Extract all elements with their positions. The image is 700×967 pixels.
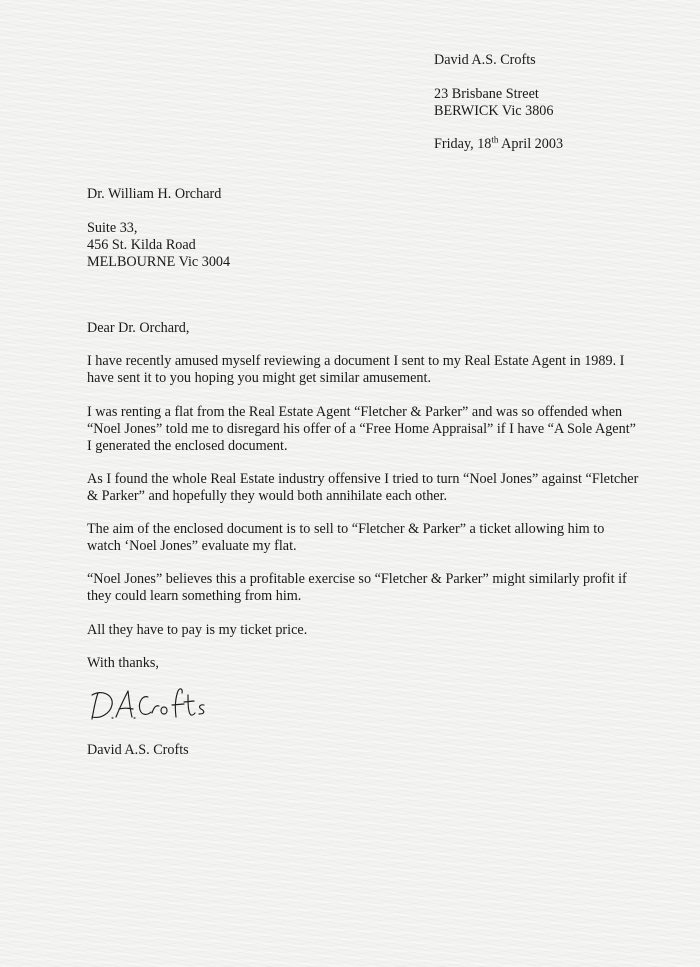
paragraph-5-line-1: “Noel Jones” believes this a profitable exercise so “Fletcher & Parker” might similarly profit if xyxy=(87,571,627,587)
salutation: Dear Dr. Orchard, xyxy=(87,320,190,336)
signoff-name: David A.S. Crofts xyxy=(87,742,189,758)
paragraph-1-line-1: I have recently amused myself reviewing a document I sent to my Real Estate Agent in 1989. I xyxy=(87,353,625,369)
paragraph-4-line-2: watch ‘Noel Jones” evaluate my flat. xyxy=(87,538,297,554)
recipient-city: MELBOURNE Vic 3004 xyxy=(87,254,231,270)
recipient-street: 456 St. Kilda Road xyxy=(87,237,196,253)
closing: With thanks, xyxy=(87,655,159,671)
paragraph-2-line-3: I generated the enclosed document. xyxy=(87,438,288,454)
recipient-name: Dr. William H. Orchard xyxy=(87,186,222,202)
paragraph-1-line-2: have sent it to you hoping you might get similar amusement. xyxy=(87,370,431,386)
paragraph-5-line-2: they could learn something from him. xyxy=(87,588,302,604)
sender-suburb: BERWICK Vic 3806 xyxy=(434,103,554,119)
paragraph-4-line-1: The aim of the enclosed document is to sell to “Fletcher & Parker” a ticket allowing him to xyxy=(87,521,605,537)
letter-date xyxy=(434,136,563,153)
sender-street: 23 Brisbane Street xyxy=(434,86,539,102)
paragraph-2-line-2: “Noel Jones” told me to disregard his offer of a “Free Home Appraisal” if I have “A Sole Agent” xyxy=(87,421,636,437)
date-ordinal: th xyxy=(491,134,499,145)
paragraph-6-line-1: All they have to pay is my ticket price. xyxy=(87,622,308,638)
handwritten-signature xyxy=(88,683,218,725)
paragraph-2-line-1: I was renting a flat from the Real Estate Agent “Fletcher & Parker” and was so offended when xyxy=(87,404,623,420)
sender-name: David A.S. Crofts xyxy=(434,52,536,68)
date-prefix: Friday, 18 xyxy=(434,136,492,152)
paragraph-3-line-1: As I found the whole Real Estate industry offensive I tried to turn “Noel Jones” against “Fletcher xyxy=(87,471,639,487)
date-rest: April 2003 xyxy=(498,136,564,152)
paragraph-3-line-2: & Parker” and hopefully they would both annihilate each other. xyxy=(87,488,448,504)
recipient-suite: Suite 33, xyxy=(87,220,138,236)
